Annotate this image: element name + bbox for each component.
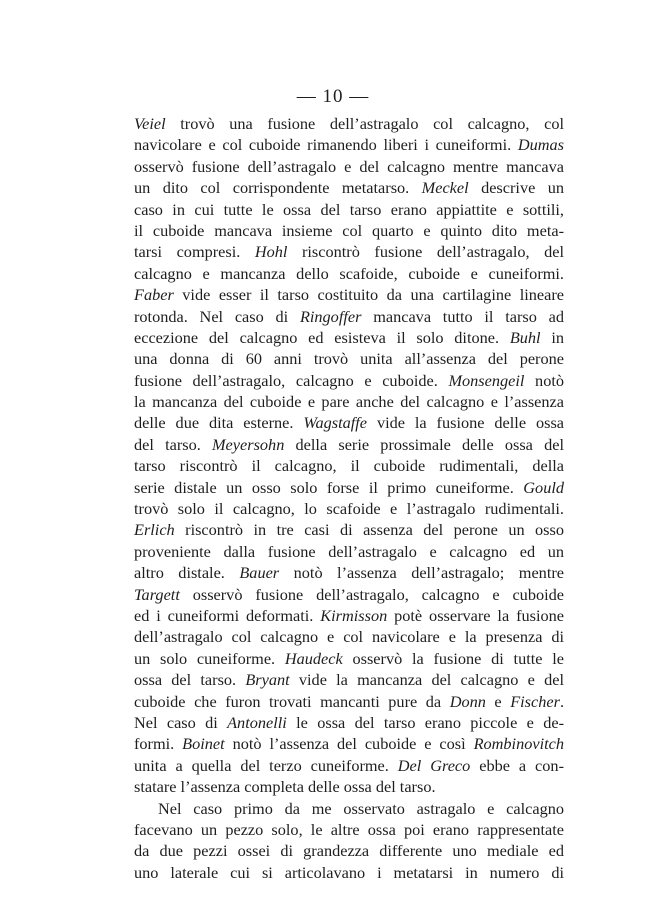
text-line xyxy=(134,648,564,669)
text-run: statare l’assenza completa delle ossa del tarso. xyxy=(134,777,436,797)
text-line xyxy=(134,156,564,177)
text-line xyxy=(134,434,564,455)
text-run: descrive un xyxy=(468,178,564,198)
text-run: da due pezzi ossei di grandezza differente uno mediale ed xyxy=(134,841,564,861)
text-run: osservò fusione dell’astragalo e del calcagno mentre mancava xyxy=(134,156,564,176)
text-line xyxy=(134,455,564,476)
author-name: Bauer xyxy=(239,563,280,583)
text-line xyxy=(134,541,564,562)
text-run: riscontrò in tre casi di assenza del perone un osso xyxy=(174,520,564,540)
author-name: Rombinovitch xyxy=(473,734,565,754)
text-line xyxy=(134,819,564,840)
text-line xyxy=(134,306,564,327)
text-line xyxy=(134,755,564,776)
text-run: e xyxy=(485,691,511,711)
text-run: riscontrò fusione dell’astragalo, del xyxy=(287,242,564,262)
text-run: potè osservare la fusione xyxy=(387,605,564,625)
text-line xyxy=(134,348,564,369)
author-name: Meyersohn xyxy=(212,434,285,454)
text-run: trovò solo il calcagno, lo scafoide e l’astragalo rudimentali. xyxy=(134,499,564,519)
text-run: uno laterale cui si articolavano i metatarsi in numero di xyxy=(134,862,564,882)
text-line xyxy=(134,584,564,605)
author-name: Kirmisson xyxy=(320,605,388,625)
text-run: vide esser il tarso costituito da una cartilagine lineare xyxy=(173,285,564,305)
author-name: Veiel xyxy=(134,114,166,133)
text-run: un solo cuneiforme. xyxy=(134,648,285,668)
text-run: dell’astragalo col calcagno e col navicolare e la presenza di xyxy=(134,627,564,647)
author-name: Haudeck xyxy=(284,648,343,668)
text-run: un dito col corrispondente metatarso. xyxy=(134,178,422,198)
text-run: serie distale un osso solo forse il primo cuneiforme. xyxy=(134,477,524,497)
text-run: la mancanza del cuboide e pare anche del calcagno e l’assenza xyxy=(134,392,564,412)
text-line xyxy=(134,498,564,519)
page-number: — 10 — xyxy=(296,86,370,107)
text-run: notò l’assenza dell’astragalo; mentre xyxy=(279,563,564,583)
author-name: Del Greco xyxy=(397,755,471,775)
text-run: le ossa del tarso erano piccole e de- xyxy=(286,712,564,732)
author-name: Faber xyxy=(134,285,174,305)
text-run: . xyxy=(559,691,565,711)
text-run: ossa del tarso. xyxy=(134,670,246,690)
text-run: della serie prossimale delle ossa del xyxy=(284,434,564,454)
text-line xyxy=(134,220,564,241)
text-line xyxy=(134,241,564,262)
text-run: tarsi compresi. xyxy=(134,242,255,262)
text-line xyxy=(134,370,564,391)
text-run: notò l’assenza del cuboide e così xyxy=(224,734,474,754)
text-run: fusione dell’astragalo, calcagno e cuboide. xyxy=(134,370,449,390)
author-name: Targett xyxy=(134,584,180,604)
text-run: ed i cuneiformi deformati. xyxy=(134,605,321,625)
author-name: Bryant xyxy=(245,670,290,690)
author-name: Monsengeil xyxy=(448,370,525,390)
text-line xyxy=(134,798,564,819)
text-run: caso in cui tutte le ossa del tarso erano appiattite e sottili, xyxy=(134,199,564,219)
author-name: Antonelli xyxy=(227,712,287,732)
text-line xyxy=(134,712,564,733)
author-name: Buhl xyxy=(509,327,541,347)
author-name: Erlich xyxy=(134,520,175,540)
text-run: trovò una fusione dell’astragalo col calcagno, col xyxy=(165,114,564,133)
text-run: calcagno e mancanza dello scafoide, cuboide e cuneiformi. xyxy=(134,263,564,283)
text-line xyxy=(134,776,564,797)
text-run: il cuboide mancava insieme col quarto e quinto dito meta- xyxy=(134,220,564,240)
text-line xyxy=(134,477,564,498)
text-line xyxy=(134,862,564,883)
text-line xyxy=(134,177,564,198)
text-run: tarso riscontrò il calcagno, il cuboide rudimentali, della xyxy=(134,456,564,476)
text-run: mancava tutto il tarso ad xyxy=(361,306,564,326)
text-line xyxy=(134,263,564,284)
text-run: altro distale. xyxy=(134,563,240,583)
text-line xyxy=(134,691,564,712)
text-run: rotonda. Nel caso di xyxy=(134,306,300,326)
text-run: osservò fusione dell’astragalo, calcagno e cuboide xyxy=(179,584,564,604)
text-line xyxy=(134,391,564,412)
author-name: Gould xyxy=(523,477,564,497)
text-run: vide la mancanza del calcagno e del xyxy=(289,670,564,690)
text-line xyxy=(134,605,564,626)
text-run: una donna di 60 anni trovò unita all’assenza del perone xyxy=(134,349,564,369)
text-line xyxy=(134,669,564,690)
text-run: notò xyxy=(524,370,564,390)
author-name: Wagstaffe xyxy=(303,413,368,433)
text-run: cuboide che furon trovati mancanti pure da xyxy=(134,691,450,711)
text-run: facevano un pezzo solo, le altre ossa poi erano rappresentate xyxy=(134,819,564,839)
text-line xyxy=(134,840,564,861)
text-run: proveniente dalla fusione dell’astragalo e calcagno ed un xyxy=(134,541,564,561)
author-name: Donn xyxy=(449,691,486,711)
text-line xyxy=(134,199,564,220)
text-run: ebbe a con- xyxy=(470,755,564,775)
text-run: navicolare e col cuboide rimanendo liberi i cuneiformi. xyxy=(134,135,518,155)
author-name: Hohl xyxy=(254,242,288,262)
text-line xyxy=(134,519,564,540)
author-name: Fischer xyxy=(510,691,560,711)
text-line xyxy=(134,412,564,433)
text-run: eccezione del calcagno ed esisteva il solo ditone. xyxy=(134,327,510,347)
text-run: vide la fusione delle ossa xyxy=(367,413,565,433)
text-run: osservò la fusione di tutte le xyxy=(342,648,564,668)
author-name: Boinet xyxy=(182,734,225,754)
text-line xyxy=(134,562,564,583)
text-run: Nel caso di xyxy=(134,712,228,732)
text-run: formi. xyxy=(134,734,183,754)
text-run: delle due dita esterne. xyxy=(134,413,304,433)
text-line xyxy=(134,733,564,754)
text-line xyxy=(134,284,564,305)
body-paragraphs xyxy=(134,113,564,883)
text-run: Nel caso primo da me osservato astragalo e calcagno xyxy=(158,798,564,818)
author-name: Meckel xyxy=(421,178,469,198)
text-run: unita a quella del terzo cuneiforme. xyxy=(134,755,398,775)
text-line xyxy=(134,113,564,134)
text-line xyxy=(134,626,564,647)
text-run: in xyxy=(540,327,564,347)
author-name: Dumas xyxy=(517,135,564,155)
text-line xyxy=(134,134,564,155)
author-name: Ringoffer xyxy=(299,306,362,326)
text-run: del tarso. xyxy=(134,434,212,454)
text-line xyxy=(134,327,564,348)
